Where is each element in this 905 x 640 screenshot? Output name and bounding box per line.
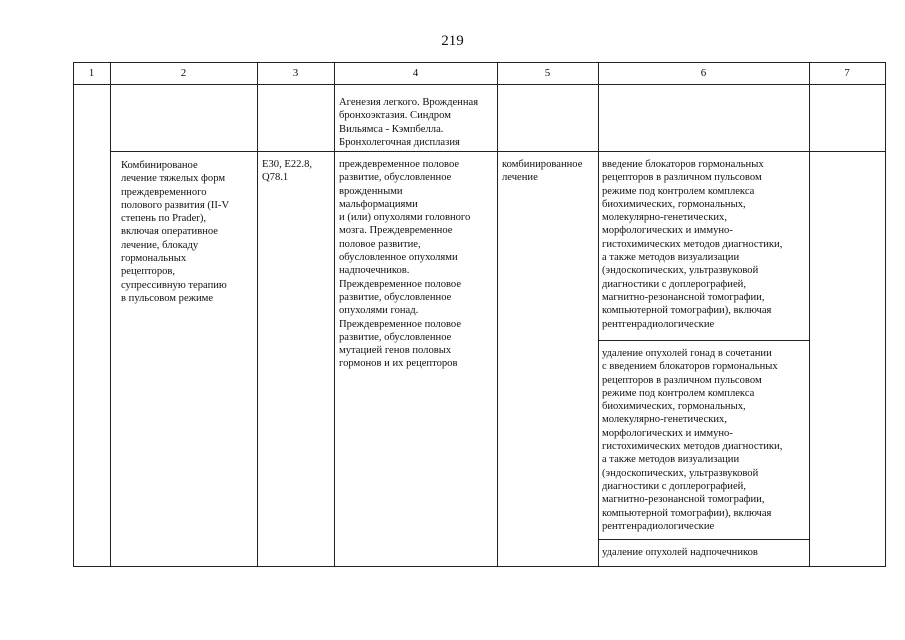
continuation-diagnosis-cell: Агенезия легкого. Врожденная бронхоэктазия. Синдром Вильямса - Кэмпбелла. Бронхолегочная дисплазия: [339, 97, 479, 148]
table-bottom-border: [73, 566, 886, 567]
col-border-4: [497, 62, 498, 567]
treatment-method-1: введение блокаторов гормональных рецепторов в различном пульсовом режиме под контролем комплекса биохимических, гормональных, молекулярно-генетических, морфологических и иммуно- гистохимических методов диагностики, а также методов визуализации (эндоскопических, ультразвуковой диагностики с доплерографией, магнитно-резонансной томографии, компьютерной томографии), включая рентгенрадиологические: [602, 159, 783, 330]
treatment-name-cell: Комбинированое лечение тяжелых форм преждевременного полового развития (II-V степень по Prader), включая оперативное лечение, блокаду гормональных рецепторов, супрессивную терапию в пульсовом режиме: [121, 160, 230, 304]
col-border-3: [334, 62, 335, 567]
col6-divider-2: [598, 539, 809, 540]
row-divider: [110, 151, 886, 152]
col-border-5: [598, 62, 599, 567]
col-header-6: 6: [700, 67, 707, 79]
col-header-7: 7: [844, 67, 850, 79]
col-border-2: [257, 62, 258, 567]
page-number: 219: [441, 33, 464, 49]
col-header-3: 3: [292, 67, 299, 79]
treatment-type-cell: комбинированное лечение: [502, 159, 583, 184]
col-header-2: 2: [180, 67, 187, 79]
diagnosis-cell: преждевременное половое развитие, обусловленное врожденными мальформациями и (или) опухолями головного мозга. Преждевременное половое развитие, обусловленное опухолями надпочечников. Преждевременное половое развитие, обусловленное опухолями гонад. Преждевременное половое развитие, обусловленное мутацией генов половых гормонов и их рецепторов: [339, 159, 471, 370]
col-border-6: [809, 62, 810, 567]
treatment-method-3: удаление опухолей надпочечников: [602, 547, 758, 558]
col-header-1: 1: [88, 67, 95, 79]
icd-codes-cell: E30, E22.8, Q78.1: [262, 159, 313, 184]
col6-divider-1: [598, 340, 809, 341]
col-border-0: [73, 62, 74, 567]
col-header-4: 4: [412, 67, 419, 79]
treatment-method-2: удаление опухолей гонад в сочетании с введением блокаторов гормональных рецепторов в различном пульсовом режиме под контролем комплекса биохимических, гормональных, молекулярно-генетических, морфологических и иммуно- гистохимических методов диагностики, а также методов визуализации (эндоскопических, ультразвуковой диагностики с доплерографией, магнитно-резонансной томографии, компьютерной томографии), включая рентгенрадиологические: [602, 348, 783, 532]
col-header-5: 5: [544, 67, 551, 79]
col-border-1: [110, 62, 111, 567]
table-top-border: [73, 62, 886, 63]
col-border-7: [885, 62, 886, 567]
header-bottom-border: [73, 84, 886, 85]
